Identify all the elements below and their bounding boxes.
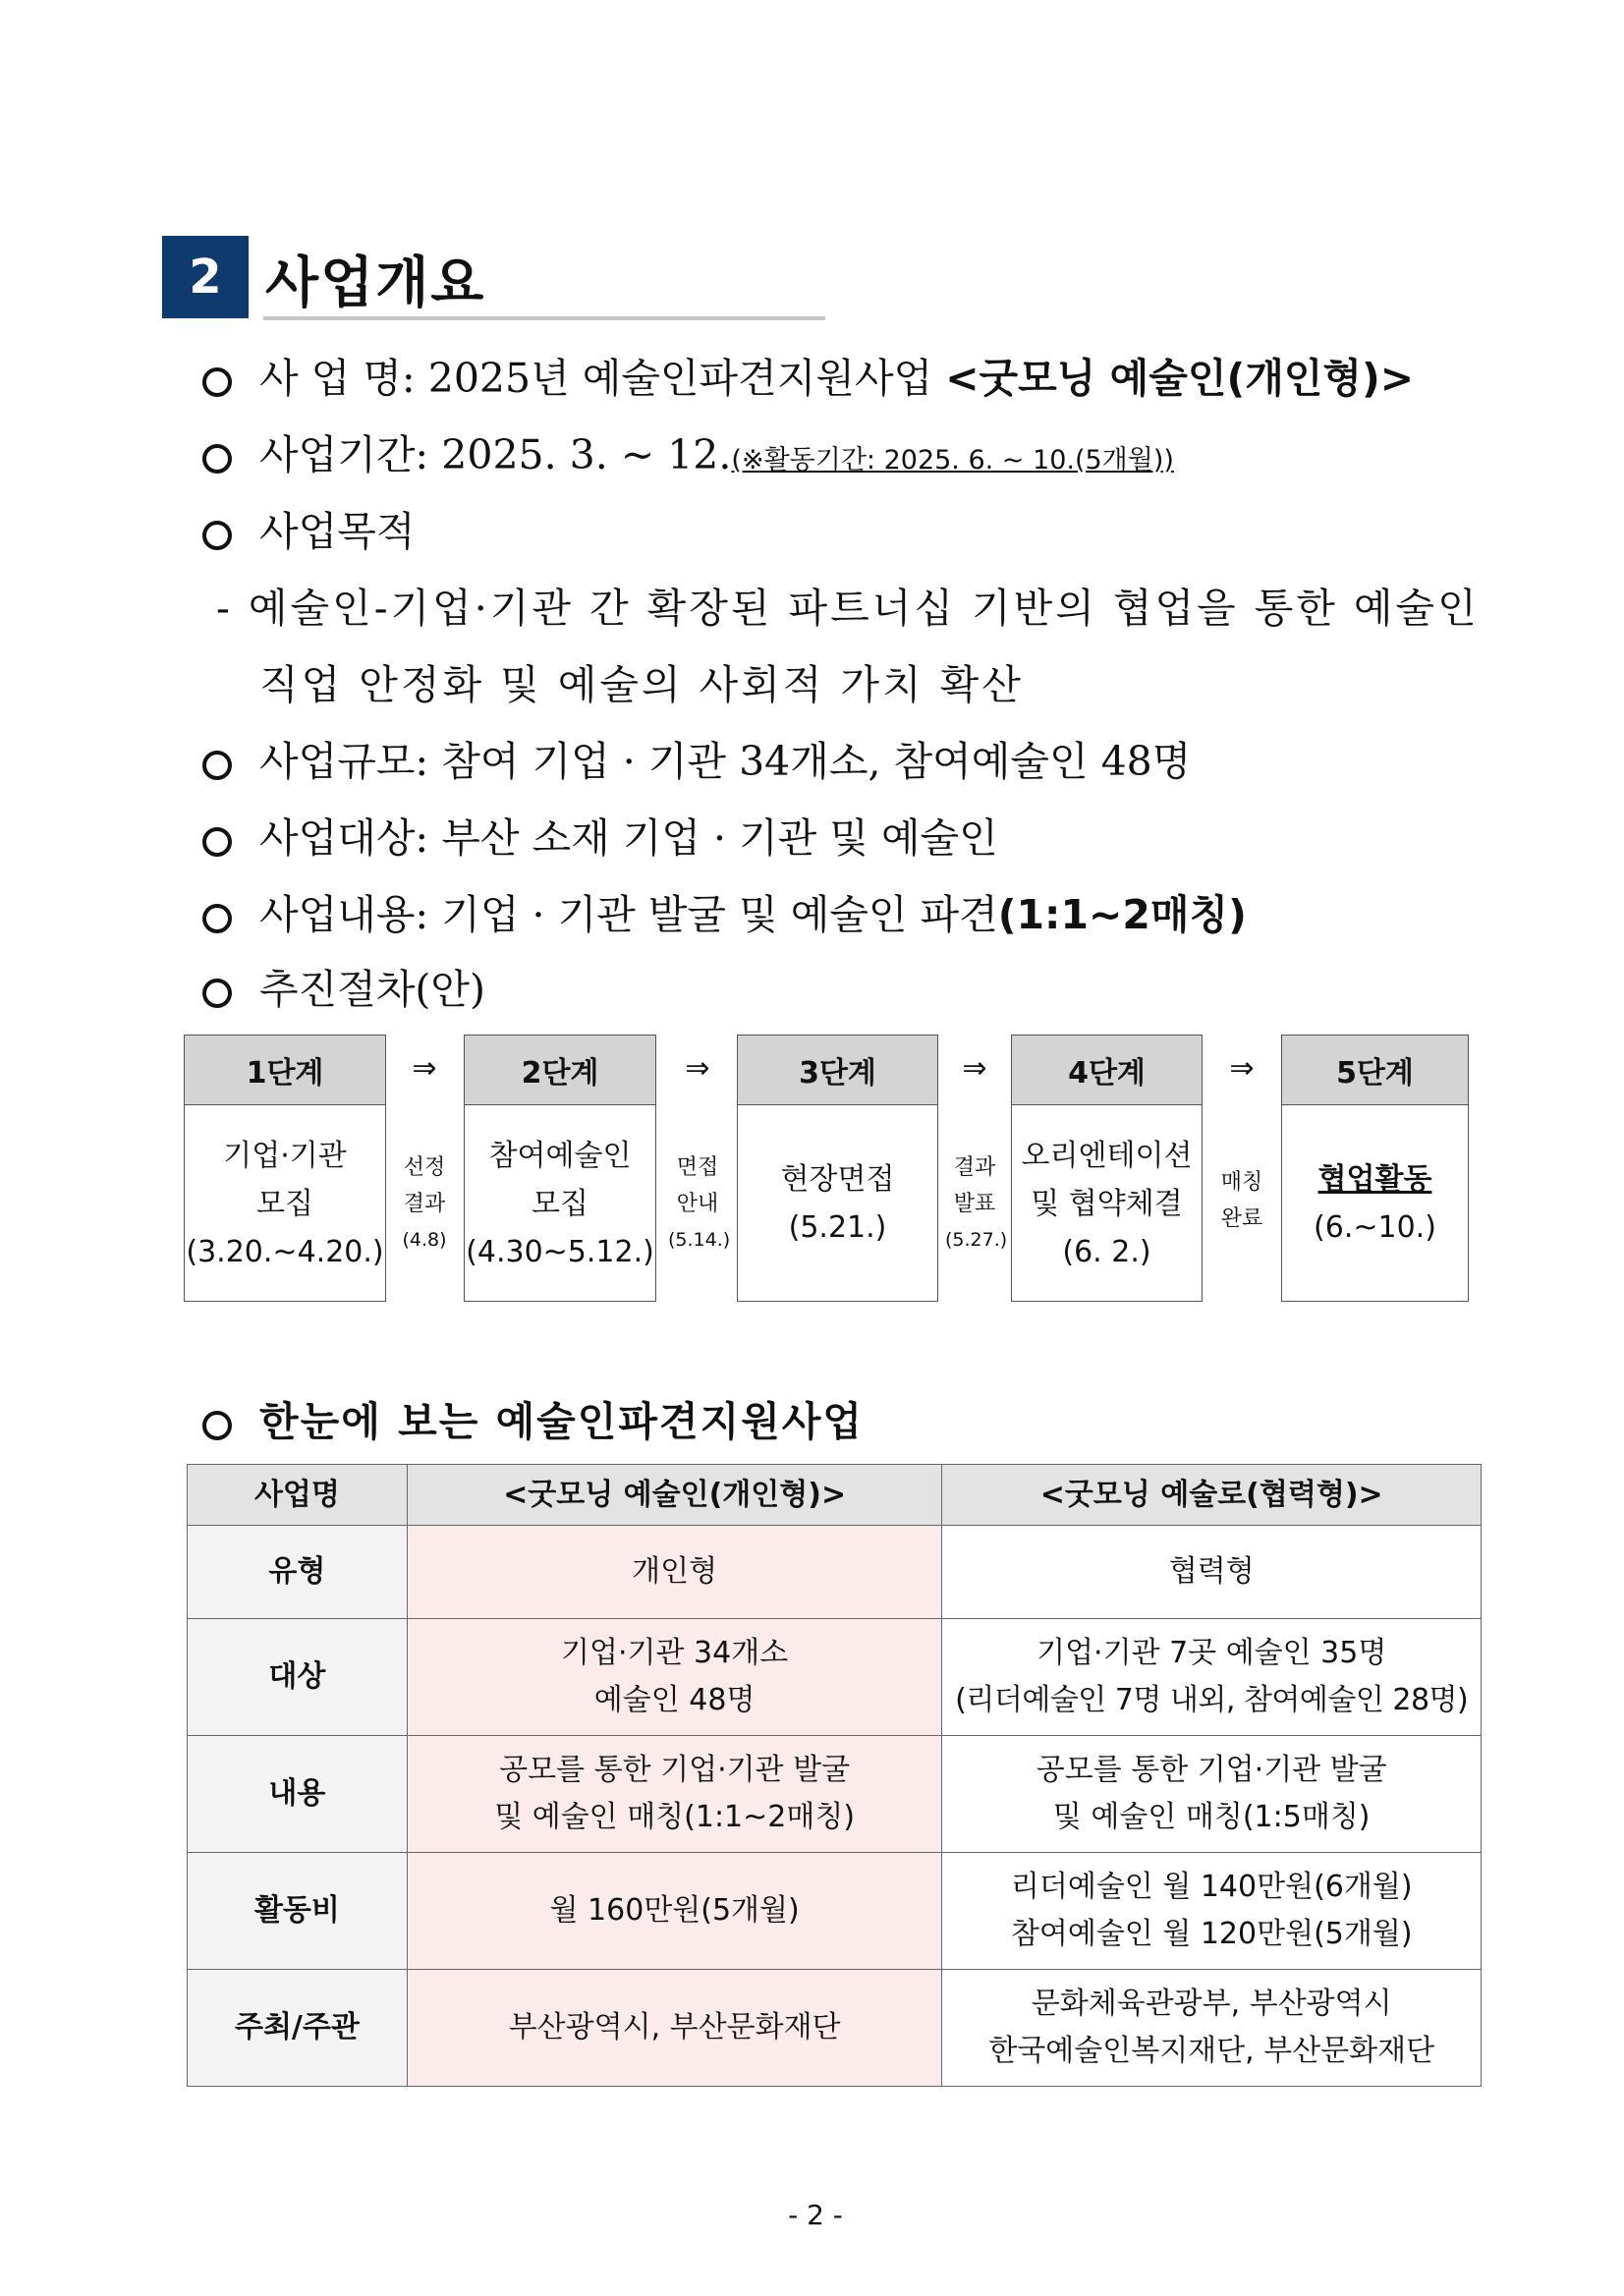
note-line: 발표 [953,1192,996,1216]
circle-bullet-icon [202,444,232,474]
table-header-cell: <굿모닝 예술로(협력형)> [942,1465,1482,1526]
note-line: 안내 [676,1192,719,1216]
circle-bullet-icon [202,827,232,857]
purpose-line-2: 직업 안정화 및 예술의 사회적 가치 확산 [259,661,1024,708]
step-line: 및 협약체결 [1031,1186,1183,1221]
table-cell [942,1736,1482,1853]
table-cell [942,1853,1482,1970]
content-bold: (1:1~2매칭) [997,891,1247,938]
arrow-icon: ⇒ [685,1051,710,1086]
process-note-1 [395,1149,454,1259]
step-head: 1단계 [185,1036,385,1105]
row-label: 유형 [188,1526,408,1619]
row-label: 대상 [188,1619,408,1736]
cell-line: 협력형 [1168,1554,1255,1589]
content-text: 사업내용: 기업 · 기관 발굴 및 예술인 파견 [259,891,998,938]
cell-line: 기업·기관 7곳 예술인 35명 [1036,1636,1387,1670]
step-head: 3단계 [738,1036,937,1105]
table-cell [407,1853,942,1970]
cell-line: 개인형 [632,1554,718,1589]
table-row [188,1853,1482,1970]
table-cell [942,1526,1482,1619]
note-line: 완료 [1220,1206,1263,1231]
procedure-text: 추진절차(안) [259,966,486,1013]
note-line: 매칭 [1220,1170,1263,1195]
cell-line: 부산광역시, 부산문화재단 [508,2010,841,2044]
note-line: 면접 [676,1155,719,1180]
step-line: 기업·기관 [223,1138,347,1173]
process-step-2 [464,1035,656,1302]
row-label: 활동비 [188,1853,408,1970]
cell-line: 공모를 통한 기업·기관 발굴 [499,1753,851,1787]
period-note: (※활동기간: 2025. 6. ~ 10.(5개월)) [731,445,1174,476]
step-date: (6.~10.) [1314,1210,1436,1245]
note-date: (5.14.) [668,1229,731,1251]
table-cell [407,1736,942,1853]
note-date: (5.27.) [945,1229,1008,1251]
circle-bullet-icon [202,979,232,1008]
step-line: 참여예술인 [488,1138,632,1173]
cell-line: 참여예술인 월 120만원(5개월) [1010,1917,1413,1951]
section-title: 사업개요 [265,252,486,315]
process-note-3 [945,1149,1008,1259]
process-step-1 [184,1035,386,1302]
circle-bullet-icon [202,751,232,780]
scale-text: 사업규모: 참여 기업 · 기관 34개소, 참여예술인 48명 [259,738,1192,785]
step-line: 현장면접 [780,1162,895,1197]
section-title-underline [263,316,825,320]
step-head: 5단계 [1282,1036,1468,1105]
summary-heading: 한눈에 보는 예술인파견지원사업 [259,1398,865,1445]
note-line: 선정 [403,1155,446,1180]
step-line: 모집 [256,1186,313,1221]
table-cell [942,1619,1482,1736]
cell-line: 한국예술인복지재단, 부산문화재단 [988,2034,1435,2068]
process-step-3 [737,1035,938,1302]
cell-line: 공모를 통한 기업·기관 발굴 [1036,1753,1387,1787]
note-date: (4.8) [402,1229,447,1251]
page-number: - 2 - [788,2199,843,2231]
section-number: 2 [162,236,249,318]
cell-line: 및 예술인 매칭(1:5매칭) [1052,1800,1371,1834]
table-row [188,1619,1482,1736]
cell-line: 문화체육관광부, 부산광역시 [1031,1987,1392,2021]
note-line: 결과 [403,1192,446,1216]
step-line: 협업활동 [1317,1162,1432,1197]
step-date: (5.21.) [788,1210,887,1245]
cell-line: (리더예술인 7명 내외, 참여예술인 28명) [955,1683,1469,1717]
circle-bullet-icon [202,367,232,397]
note-line: 결과 [953,1155,996,1180]
row-label: 내용 [188,1736,408,1853]
table-row [188,1970,1482,2087]
process-step-5 [1281,1035,1469,1302]
process-note-4 [1212,1164,1271,1237]
table-row [188,1526,1482,1619]
table-header-cell: <굿모닝 예술인(개인형)> [407,1465,942,1526]
table-cell [407,1970,942,2087]
cell-line: 기업·기관 34개소 [561,1636,789,1670]
business-name-text: 사 업 명: 2025년 예술인파견지원사업 [259,355,946,402]
business-name-bold: <굿모닝 예술인(개인형)> [945,355,1415,402]
period-text: 사업기간: 2025. 3. ~ 12. [259,431,732,478]
table-header-row [188,1465,1482,1526]
table-row [188,1736,1482,1853]
cell-line: 및 예술인 매칭(1:1~2매칭) [494,1800,856,1834]
step-date: (6. 2.) [1062,1234,1151,1269]
arrow-icon: ⇒ [962,1051,987,1086]
arrow-icon: ⇒ [412,1051,437,1086]
purpose-text: 사업목적 [259,508,416,555]
table-cell [942,1970,1482,2087]
circle-bullet-icon [202,1411,232,1440]
step-date: (4.30~5.12.) [466,1234,654,1269]
purpose-line-1: - 예술인-기업·기관 간 확장된 파트너십 기반의 협업을 통한 예술인 [216,585,1480,632]
process-note-2 [668,1149,731,1259]
circle-bullet-icon [202,521,232,550]
table-cell [407,1526,942,1619]
table-cell [407,1619,942,1736]
target-text: 사업대상: 부산 소재 기업 · 기관 및 예술인 [259,814,998,862]
row-label: 주최/주관 [188,1970,408,2087]
summary-table [187,1464,1482,2087]
process-step-4 [1011,1035,1203,1302]
cell-line: 리더예술인 월 140만원(6개월) [1010,1870,1413,1904]
step-line: 오리엔테이션 [1021,1138,1193,1173]
step-head: 4단계 [1012,1036,1202,1105]
step-head: 2단계 [465,1036,655,1105]
step-line: 모집 [532,1186,588,1221]
table-header-cell: 사업명 [188,1465,408,1526]
cell-line: 예술인 48명 [593,1683,756,1717]
arrow-icon: ⇒ [1229,1051,1255,1086]
step-date: (3.20.~4.20.) [186,1234,384,1269]
cell-line: 월 160만원(5개월) [549,1893,800,1928]
circle-bullet-icon [202,904,232,933]
